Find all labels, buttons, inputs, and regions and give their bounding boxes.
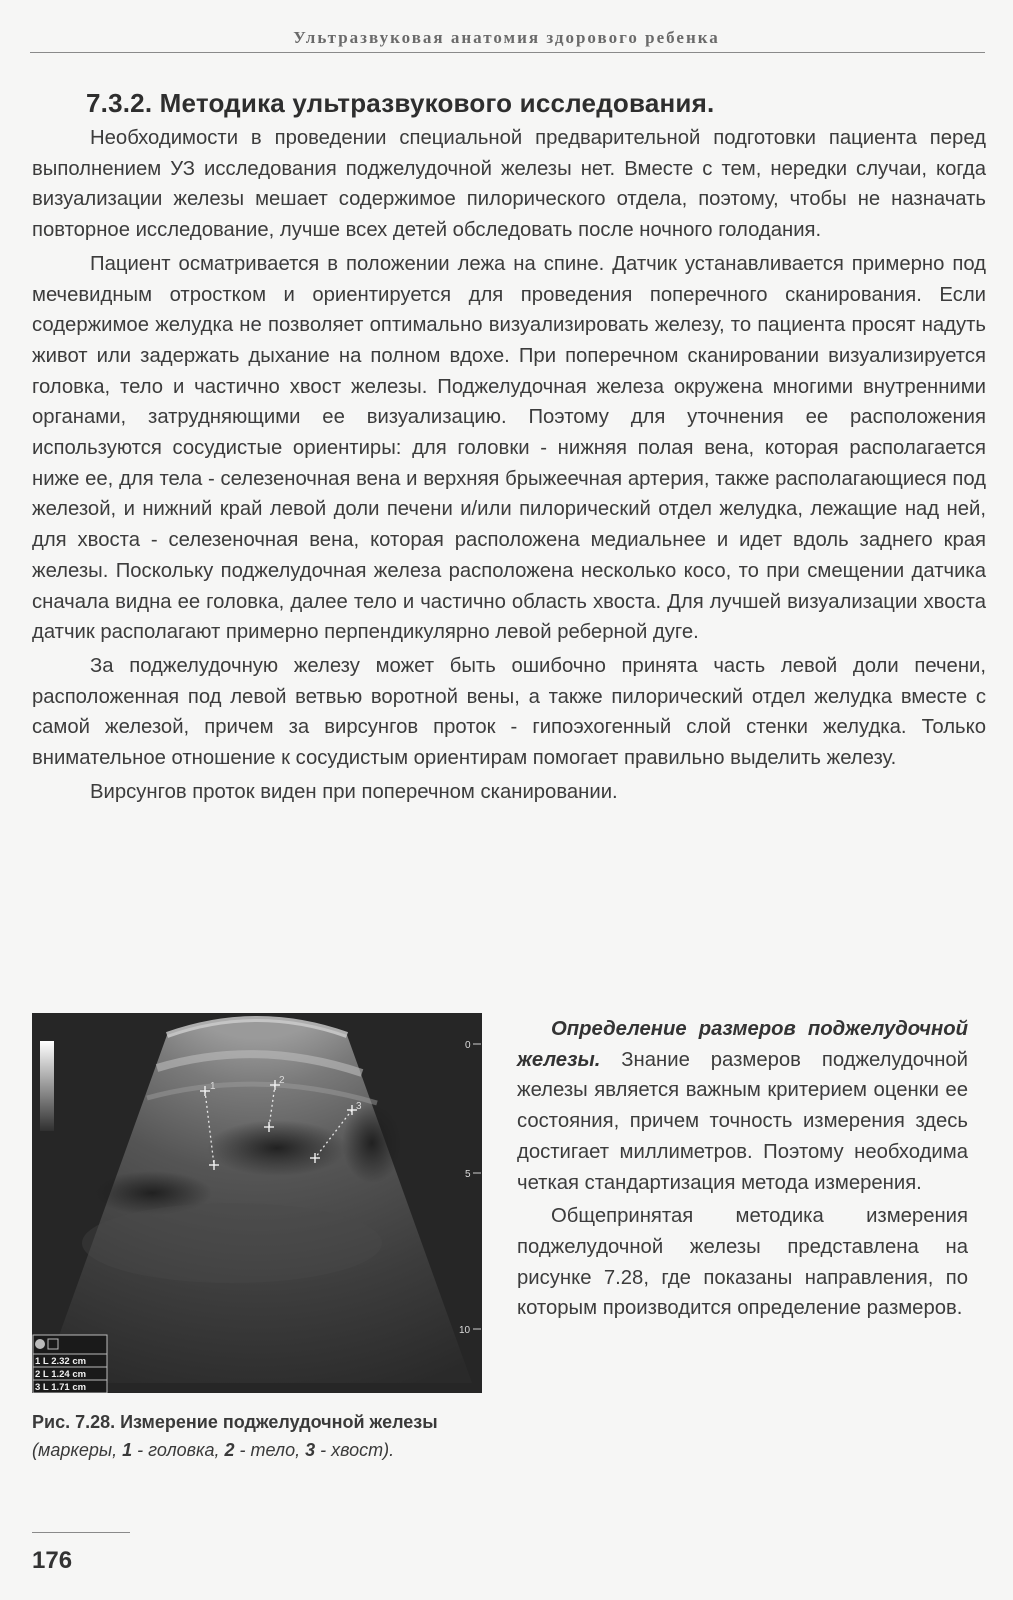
- depth-label: 0: [465, 1040, 471, 1051]
- caption-open: (: [32, 1440, 38, 1460]
- caption-text: - тело,: [234, 1440, 306, 1460]
- header-rule: [30, 52, 985, 53]
- footer-rule: [32, 1532, 130, 1533]
- ultrasound-figure: [32, 1013, 482, 1393]
- paragraph: За поджелудочную железу может быть ошибочно принята часть левой доли печени, расположенная под левой ветвью воротной вены, а также пилорический отдел желудка вместе с самой железой, причем за вирсунгов проток - гипоэхогенный слой стенки желудка. Только внимательное отношение к сосудистым ориентирам помогает правильно выделить железу.: [32, 654, 986, 770]
- figure-caption: [32, 1408, 492, 1464]
- marker-label: 3: [356, 1101, 362, 1112]
- measurement-value: 2 L 1.24 cm: [35, 1369, 87, 1380]
- right-column: [517, 1014, 968, 1327]
- caption-number: 1: [122, 1440, 133, 1460]
- paragraph: Вирсунгов проток виден при поперечном сканировании.: [90, 780, 618, 803]
- caliper-icon: [35, 1339, 45, 1349]
- caption-number: 3: [305, 1440, 316, 1460]
- caption-legend: [38, 1440, 383, 1460]
- paragraph: Общепринятая методика измерения поджелудочной железы представлена на рисунке 7.28, где показаны направления, по которым производится определение размеров.: [517, 1205, 968, 1320]
- caption-number: 2: [224, 1440, 235, 1460]
- marker-label: 2: [279, 1075, 285, 1086]
- ultrasound-image: [32, 1013, 482, 1393]
- measurement-value: 1 L 2.32 cm: [35, 1356, 87, 1367]
- measurement-panel: [33, 1335, 107, 1393]
- measurement-value: 3 L 1.71 cm: [35, 1382, 87, 1393]
- subsection-lead: Определение размеров поджелудочной железы.: [517, 1018, 968, 1071]
- depth-label: 10: [459, 1325, 471, 1336]
- caption-text: - хвост: [315, 1440, 384, 1460]
- paragraph-text: Знание размеров поджелудочной железы является важным критерием оценки ее состояния, причем точность измерения здесь достигает миллиметров. Поэтому необходима четкая стандартизация метода измерения.: [517, 1048, 968, 1194]
- grayscale-bar: [40, 1041, 54, 1131]
- paragraph: [517, 1014, 968, 1198]
- marker-label: 1: [210, 1081, 216, 1092]
- paragraph: Пациент осматривается в положении лежа на спине. Датчик устанавливается примерно под мечевидным отростком и ориентируется для проведения поперечного сканирования. Если содержимое желудка не позволяет оптимально визуализировать железу, то пациента просят надуть живот или задержать дыхание на полном вдохе. При поперечном сканировании визуализируется головка, тело и частично хвост железы. Поджелудочная железа окружена многими внутренними органами, затрудняющими ее визуализацию. Поэтому для уточнения ее расположения используются сосудистые ориентиры: для головки - нижняя полая вена, которая располагается ниже ее, для тела - селезеночная вена и верхняя брыжеечная артерия, также располагающиеся под железой, и нижний край левой доли печени и/или пилорический отдел желудка, лежащие над ней, для хвоста - селезеночная вена, которая расположена медиальнее и идет вдоль заднего края железы. Поскольку поджелудочная железа расположена несколько косо, то при смещении датчика сначала видна ее головка, далее тело и частично область хвоста. Для лучшей визуализации хвоста датчик располагают примерно перпендикулярно левой реберной дуге.: [32, 252, 986, 644]
- running-head: Ультразвуковая анатомия здорового ребенка: [293, 28, 720, 47]
- depth-label: 5: [465, 1169, 471, 1180]
- caption-text: маркеры,: [38, 1440, 123, 1460]
- caption-close: ).: [383, 1440, 395, 1460]
- section-title: 7.3.2. Методика ультразвукового исследования.: [86, 88, 715, 118]
- paragraph: Необходимости в проведении специальной предварительной подготовки пациента перед выполнением УЗ исследования поджелудочной железы нет. Вместе с тем, нередки случаи, когда визуализации железы мешает содержимое пилорического отдела, поэтому, чтобы не назначать повторное исследование, лучше всех детей обследовать после ночного голодания.: [32, 127, 986, 242]
- caption-text: - головка,: [132, 1440, 225, 1460]
- body-text: [32, 123, 986, 810]
- page-number: 176: [32, 1547, 73, 1574]
- caption-title: Рис. 7.28. Измерение поджелудочной железы: [32, 1412, 438, 1432]
